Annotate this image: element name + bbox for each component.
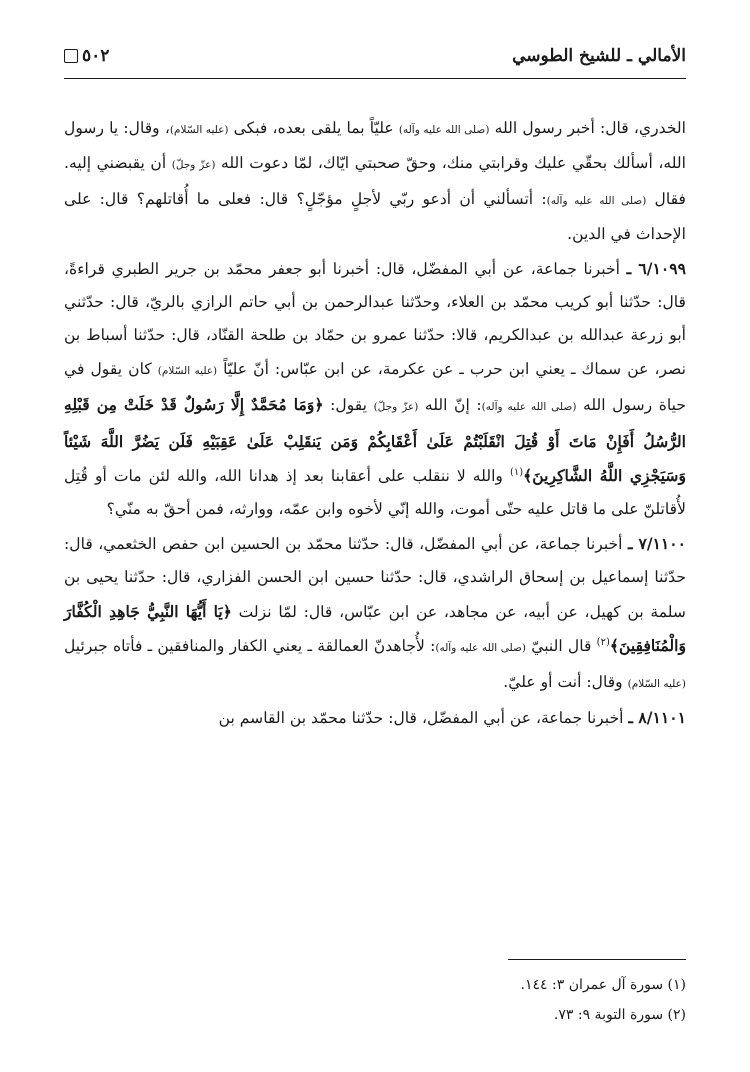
- honorific-note: (صلى الله عليه وآله): [435, 642, 527, 655]
- text-segment: الخدري، قال: أخبر رسول الله: [489, 119, 686, 137]
- text-segment: أخبرنا جماعة، عن أبي المفضّل، قال: حدّثنا محمّد بن الحسين ابن حفص الخثعمي، قال: حدّثنا إسماعيل بن إسحاق الراشدي، قال: حدّثنا حسين ابن الحسن الفزاري، قال: حدّثنا يحيى بن سلمة بن كهيل، عن أبيه، عن مجاهد، عن ابن عبّاس، قال: لمّا نزلت: [64, 534, 686, 621]
- footnote-marker: (٢): [596, 636, 610, 648]
- hadith-number: ٦/١٠٩٩ ـ: [626, 258, 686, 278]
- text-segment: : أتسألني أن أدعو ربّي لأجلٍ مؤجّلٍ؟ قال: فعلى ما أُقاتلهم؟ قال: على الإحداث في الدين.: [64, 189, 686, 244]
- page-number: [64, 46, 109, 66]
- text-segment: والله لا ننقلب على أعقابنا بعد إذ هدانا الله، والله لئن مات أو قُتِل لأُقاتلنّ على ما قاتل عليه حتّى أموت، والله إنّي لأخوه وابن عمّه، ووارثه، فمن أحقّ به منّي؟: [64, 467, 686, 519]
- page-header: [64, 46, 686, 80]
- footnote-marker: (١): [509, 466, 524, 478]
- honorific-note: (عليه السّلام): [157, 364, 218, 377]
- honorific-note: (عزّ وجلّ): [373, 401, 419, 414]
- text-segment: : لأُجاهدنّ العمالقة ـ يعني الكفار والمنافقين ـ فأتاه جبرئيل: [64, 637, 436, 656]
- header-rule: [64, 78, 686, 79]
- running-title: الأمالي ـ للشيخ الطوسي: [512, 46, 686, 66]
- square-ornament-icon: [64, 49, 78, 63]
- honorific-note: (صلى الله عليه وآله): [481, 401, 577, 414]
- text-segment: أخبرنا جماعة، عن أبي المفضّل، قال: حدّثنا محمّد بن القاسم بن: [218, 708, 629, 727]
- text-segment: كان يقول في حياة رسول الله: [64, 359, 687, 415]
- footnote: (٢) سورة التوبة ٩: ٧٣.: [553, 1007, 686, 1023]
- paragraph: [64, 701, 686, 735]
- honorific-note: (عليه السّلام): [169, 124, 229, 136]
- text-segment: : إنّ الله: [418, 396, 482, 415]
- text-segment: قال النبيّ: [526, 637, 597, 656]
- text-segment: أن يقبضني إليه. فقال: [64, 154, 686, 208]
- honorific-note: (صلى الله عليه وآله): [546, 194, 647, 207]
- paragraph: [64, 252, 686, 527]
- text-segment: يقول:: [323, 396, 374, 415]
- quran-verse: ﴿يَا أَيُّهَا النَّبِيُّ جَاهِدِ الْكُفَّارَ وَالْمُنَافِقِينَ﴾: [64, 601, 686, 656]
- text-segment: ، وقال: يا رسول الله، أسألك بحقّي عليك وقرابتي منك، وحقّ صحبتي ايّاك، لمّا دعوت الله: [64, 119, 687, 173]
- hadith-number: ٨/١١٠١ ـ: [628, 707, 686, 727]
- text-segment: عليّاً بما يلقى بعده، فبكى: [228, 119, 399, 137]
- page-body: [64, 112, 686, 735]
- page-number-text: ٥٠٢: [82, 46, 110, 66]
- paragraph: [64, 527, 686, 701]
- honorific-note: (عزّ وجلّ): [171, 159, 216, 172]
- footnotes: [64, 970, 686, 1030]
- honorific-note: (عليه السّلام): [627, 677, 686, 690]
- text-segment: أخبرنا جماعة، عن أبي المفضّل، قال: أخبرنا أبو جعفر محمّد بن جرير الطبري قراءةً، قال: حدّثنا أبو كريب محمّد بن العلاء، وحدّثنا عبدالرحمن بن أبي حاتم الرازي بالريّ، قال: حدّثني أبو زرعة عبدالله بن عبدالكريم، قالا: حدّثنا عمرو بن حمّاد بن طلحة القنّاد، قال: حدّثنا أسباط بن نصر، عن سماك ـ يعني ابن حرب ـ عن عكرمة، عن ابن عبّاس: أنّ عليّاً: [64, 259, 686, 378]
- honorific-note: (صلى الله عليه وآله): [398, 124, 490, 136]
- paragraph: [64, 112, 686, 252]
- footnote-rule: [508, 959, 686, 960]
- text-segment: وقال: أنت أو عليّ.: [503, 672, 628, 691]
- quran-verse: ﴿وَمَا مُحَمَّدٌ إِلَّا رَسُولٌ قَدْ خَلَتْ مِن قَبْلِهِ الرُّسُلُ أَفَإِنْ مَاتَ أَوْ قُتِلَ انْقَلَبْتُمْ عَلَىٰ أَعْقَابِكُمْ وَمَن يَنقَلِبْ عَلَىٰ عَقِبَيْهِ فَلَن يَضُرَّ اللَّهَ شَيْئاً وَسَيَجْزِي اللَّهُ الشَّاكِرِينَ﴾: [64, 395, 687, 486]
- footnote: (١) سورة آل عمران ٣: ١٤٤.: [520, 977, 686, 993]
- hadith-number: ٧/١١٠٠ ـ: [627, 533, 687, 553]
